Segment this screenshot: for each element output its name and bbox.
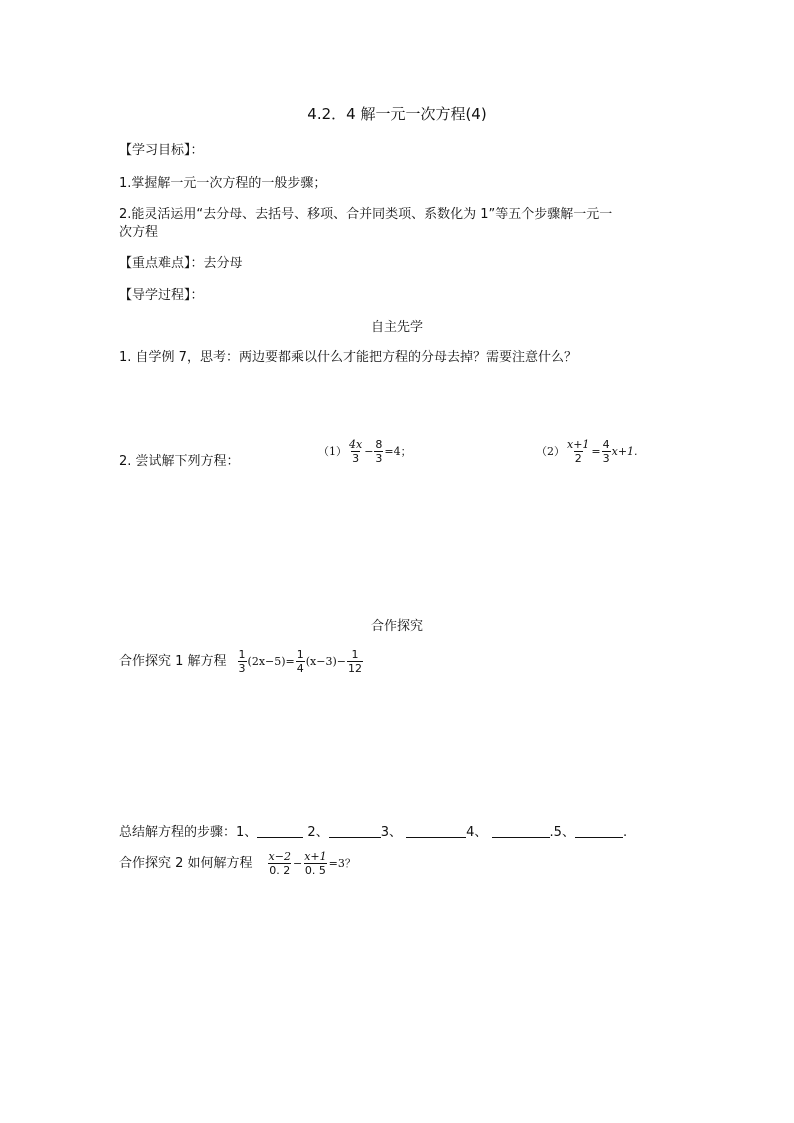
coop1-mid-1: (2x−5)=: [247, 655, 295, 668]
eq2-fraction-1: [566, 438, 590, 465]
eq1-fraction-2: [374, 438, 383, 465]
objective-2-line1: 2.能灵活运用“去分母、去括号、移项、合并同类项、系数化为 1”等五个步骤解一元一: [119, 207, 613, 222]
blank-step-3[interactable]: [406, 824, 466, 838]
eq2-rhs: x+1.: [611, 445, 638, 458]
coop2-label: 合作探究 2 如何解方程: [119, 856, 253, 871]
blank-step-4[interactable]: [492, 824, 550, 838]
coop1-fraction-1: [238, 648, 247, 675]
coop2-f2-numerator: x+1: [304, 850, 327, 863]
coop2-rhs: =3？: [328, 857, 356, 870]
coop1-f1-denominator: 3: [238, 662, 246, 675]
coop1-mid-2: (x−3)−: [305, 655, 346, 668]
blank-step-5[interactable]: [575, 824, 623, 838]
eq2-f1-denominator: 2: [574, 452, 582, 465]
coop2-f1-denominator: 0. 2: [269, 864, 291, 877]
keypoints-value: 去分母: [203, 256, 243, 271]
blank-step-1[interactable]: [257, 824, 303, 838]
objective-2-line2: 次方程: [119, 225, 159, 240]
coop1-f2-denominator: 4: [296, 662, 304, 675]
coop1-f3-numerator: 1: [351, 648, 359, 661]
eq1-f2-denominator: 3: [375, 452, 383, 465]
summary-step-4: 4、: [466, 825, 488, 840]
section-cooperation: 合作探究: [370, 619, 423, 634]
eq1-f1-numerator: 4x: [349, 438, 363, 451]
equation-1: [318, 438, 412, 465]
summary-end: .: [622, 825, 628, 840]
coop2-f2-denominator: 0. 5: [304, 864, 326, 877]
keypoints-label: 【重点难点】：: [119, 256, 204, 271]
eq1-fraction-1: [348, 438, 363, 465]
summary-step-3: 3、: [380, 825, 402, 840]
objectives-heading: 【学习目标】：: [119, 143, 204, 158]
keypoints-line: [119, 252, 243, 271]
eq1-rhs: =4；: [384, 445, 412, 458]
blank-step-2[interactable]: [329, 824, 381, 838]
eq2-f2-denominator: 3: [602, 452, 610, 465]
question-2-label: 2. 尝试解下列方程：: [119, 454, 240, 469]
coop1-label: 合作探究 1 解方程: [119, 654, 227, 669]
coop-1: [119, 648, 364, 675]
equation-2: [536, 438, 638, 465]
question-1: 1. 自学例 7，思考：两边要都乘以什么才能把方程的分母去掉？需要注意什么？: [119, 350, 577, 365]
eq2-f2-numerator: 4: [602, 438, 610, 451]
coop1-f2-numerator: 1: [296, 648, 304, 661]
page-title: 4.2．4 解一元一次方程(4): [307, 105, 487, 123]
section-self-study: 自主先学: [370, 320, 423, 335]
eq1-prefix: （1）: [318, 445, 347, 458]
coop2-fraction-1: [268, 850, 292, 877]
coop2-f1-numerator: x−2: [268, 850, 291, 863]
summary-step-2: 2、: [307, 825, 329, 840]
coop2-minus: −: [292, 857, 303, 870]
process-heading: 【导学过程】：: [119, 288, 204, 303]
eq2-equals: =: [591, 445, 601, 458]
eq1-minus: −: [364, 445, 374, 458]
summary-label: 总结解方程的步骤：1、: [119, 825, 258, 840]
eq2-fraction-2: [602, 438, 611, 465]
eq2-prefix: （2）: [536, 445, 565, 458]
summary-step-5: .5、: [549, 825, 575, 840]
eq1-f1-denominator: 3: [352, 452, 360, 465]
summary-steps: [119, 821, 627, 840]
coop1-fraction-2: [296, 648, 305, 675]
coop1-f3-denominator: 12: [347, 662, 362, 675]
coop-2: [119, 850, 356, 877]
coop2-fraction-2: [303, 850, 327, 877]
eq2-f1-numerator: x+1: [567, 438, 590, 451]
objective-1: 1.掌握解一元一次方程的一般步骤；: [119, 176, 327, 191]
coop1-f1-numerator: 1: [238, 648, 246, 661]
eq1-f2-numerator: 8: [375, 438, 383, 451]
coop1-fraction-3: [347, 648, 363, 675]
